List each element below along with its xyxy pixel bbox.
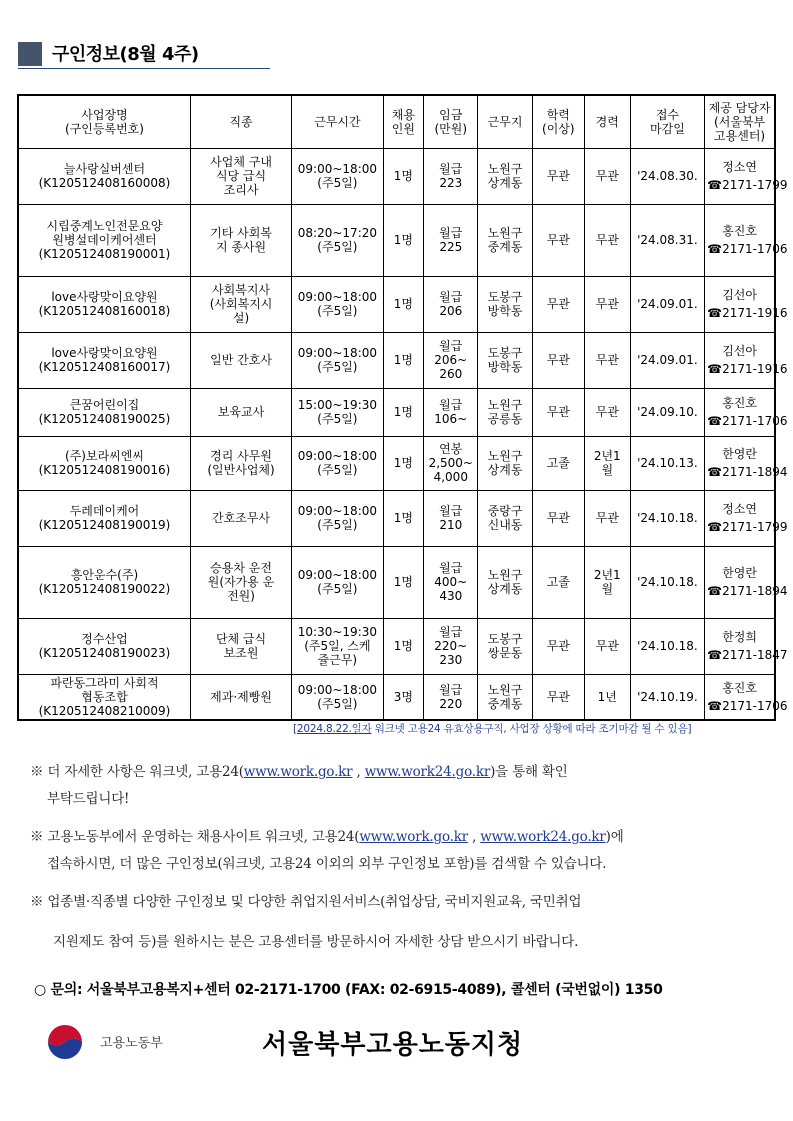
cell-hours: 09:00~18:00 (주5일) [292, 490, 384, 546]
cell-company: 큰꿈어린이집 (K120512408190025) [18, 388, 190, 436]
p2-text-a: ※ 고용노동부에서 운영하는 채용사이트 워크넷, 고용24( [30, 829, 360, 845]
cell-wage: 월급 206~ 260 [424, 332, 478, 388]
cell-place: 도봉구 방학동 [478, 276, 532, 332]
info-paragraph-3-line2: 지원제도 참여 등)를 원하시는 분은 고용센터를 방문하시어 자세한 상담 받으시기 바랍니다. [53, 934, 579, 950]
work24-link-2[interactable]: www.work24.go.kr [480, 829, 606, 845]
cell-deadline: '24.10.18. [630, 490, 705, 546]
cell-hours: 09:00~18:00 (주5일) [292, 436, 384, 490]
cell-count: 3명 [383, 674, 423, 720]
table-row [18, 388, 775, 436]
manager-name: 정소연 [722, 502, 757, 516]
header-hours: 근무시간 [292, 95, 384, 148]
cell-count: 1명 [383, 546, 423, 618]
note-text: 워크넷 고용24 유효상용구직, 사업장 상황에 따라 조기마감 될 수 있음 [371, 723, 688, 735]
cell-count: 1명 [383, 490, 423, 546]
table-row [18, 618, 775, 674]
table-row [18, 436, 775, 490]
header-place: 근무지 [478, 95, 532, 148]
cell-wage: 월급 106~ [424, 388, 478, 436]
cell-edu: 무관 [532, 276, 584, 332]
info-paragraph-1-line2: 부탁드립니다! [47, 791, 130, 807]
info-paragraph-1 [30, 760, 568, 780]
cell-place: 노원구 중계동 [478, 204, 532, 276]
job-table [17, 94, 788, 721]
header-edu: 학력 (이상) [532, 95, 584, 148]
cell-hours: 09:00~18:00 (주5일) [292, 148, 384, 204]
cell-count: 1명 [383, 388, 423, 436]
cell-job: 제과·제빵원 [190, 674, 291, 720]
manager-phone: ☎2171-1894 [707, 584, 788, 598]
cell-edu: 무관 [532, 332, 584, 388]
cell-edu: 고졸 [532, 546, 584, 618]
table-row [18, 276, 775, 332]
manager-name: 한정희 [722, 630, 757, 644]
cell-wage: 월급 210 [424, 490, 478, 546]
agency-name: 서울북부고용노동지청 [262, 1030, 524, 1060]
cell-hours: 08:20~17:20 (주5일) [292, 204, 384, 276]
cell-manager [705, 332, 788, 388]
cell-wage: 월급 206 [424, 276, 478, 332]
manager-phone: ☎2171-1706 [707, 698, 788, 713]
cell-career: 무관 [584, 618, 630, 674]
header-company: 사업장명 (구인등록번호) [18, 95, 190, 148]
manager-name: 정소연 [722, 160, 757, 174]
p1-text-a: ※ 더 자세한 사항은 워크넷, 고용24( [30, 764, 244, 780]
cell-company: 시립중계노인전문요양 원병설데이케어센터 (K120512408190001) [18, 204, 190, 276]
cell-career: 2년1 월 [584, 436, 630, 490]
cell-career: 2년1 월 [584, 546, 630, 618]
info-paragraph-2 [30, 825, 624, 845]
manager-name: 한영란 [722, 566, 757, 580]
cell-company: 정수산업 (K120512408190023) [18, 618, 190, 674]
worknet-link[interactable]: www.work.go.kr [243, 764, 353, 780]
contact-info: ○ 문의: 서울북부고용복지+센터 02-2171-1700 (FAX: 02-6915-4089), 콜센터 (국번없이) 1350 [34, 982, 663, 998]
cell-deadline: '24.10.19. [630, 674, 705, 720]
manager-name: 홍진호 [722, 680, 757, 695]
table-row [18, 148, 775, 204]
cell-career: 무관 [584, 148, 630, 204]
cell-wage: 월급 400~ 430 [424, 546, 478, 618]
table-header-row [18, 95, 775, 148]
cell-place: 노원구 상계동 [478, 148, 532, 204]
cell-wage: 월급 225 [424, 204, 478, 276]
manager-name: 한영란 [722, 447, 757, 461]
table-body [18, 148, 788, 720]
info-paragraph-3: ※ 업종별·직종별 다양한 구인정보 및 다양한 취업지원서비스(취업상담, 국비지원교육, 국민취업 [30, 894, 582, 910]
cell-career: 무관 [584, 490, 630, 546]
cell-place: 노원구 상계동 [478, 546, 532, 618]
manager-phone: ☎2171-1799 [707, 178, 788, 192]
cell-career: 무관 [584, 204, 630, 276]
cell-count: 1명 [383, 436, 423, 490]
cell-place: 노원구 상계동 [478, 436, 532, 490]
cell-place: 노원구 중계동 [478, 674, 532, 720]
cell-hours: 15:00~19:30 (주5일) [292, 388, 384, 436]
manager-phone: ☎2171-1706 [707, 242, 788, 256]
manager-name: 홍진호 [722, 224, 757, 238]
cell-deadline: '24.09.10. [630, 388, 705, 436]
cell-career: 무관 [584, 276, 630, 332]
cell-hours: 09:00~18:00 (주5일) [292, 546, 384, 618]
cell-edu: 고졸 [532, 436, 584, 490]
cell-company: (주)보라씨엔씨 (K120512408190016) [18, 436, 190, 490]
cell-company: love사랑맞이요양원 (K120512408160017) [18, 332, 190, 388]
p1-text-b: )을 통해 확인 [490, 764, 568, 780]
cell-career: 무관 [584, 388, 630, 436]
cell-wage: 월급 220~ 230 [424, 618, 478, 674]
manager-name: 홍진호 [722, 396, 757, 410]
cell-wage: 월급 223 [424, 148, 478, 204]
note-date: 2024.8.22.일자 [296, 723, 372, 735]
cell-deadline: '24.10.18. [630, 618, 705, 674]
cell-place: 노원구 공릉동 [478, 388, 532, 436]
cell-place: 중랑구 신내동 [478, 490, 532, 546]
p2-sep: , [467, 829, 481, 845]
manager-phone: ☎2171-1799 [707, 520, 788, 534]
cell-job: 사회복지사 (사회복지시 설) [190, 276, 291, 332]
cell-count: 1명 [383, 332, 423, 388]
cell-count: 1명 [383, 204, 423, 276]
cell-hours: 09:00~18:00 (주5일) [292, 276, 384, 332]
cell-company: 두레데이케어 (K120512408190019) [18, 490, 190, 546]
cell-deadline: '24.08.31. [630, 204, 705, 276]
cell-manager [705, 436, 788, 490]
cell-hours: 09:00~18:00 (주5일) [292, 332, 384, 388]
cell-career: 무관 [584, 332, 630, 388]
header-career: 경력 [584, 95, 630, 148]
cell-deadline: '24.10.18. [630, 546, 705, 618]
cell-count: 1명 [383, 276, 423, 332]
manager-phone: ☎2171-1894 [707, 465, 788, 479]
work24-link[interactable]: www.work24.go.kr [364, 764, 491, 780]
info-paragraph-2-line2: 접속하시면, 더 많은 구인정보(워크넷, 고용24 이외의 외부 구인정보 포함)를 검색할 수 있습니다. [47, 856, 607, 872]
cell-deadline: '24.09.01. [630, 332, 705, 388]
cell-company: love사랑맞이요양원 (K120512408160018) [18, 276, 190, 332]
cell-place: 도봉구 쌍문동 [478, 618, 532, 674]
cell-manager [705, 490, 788, 546]
cell-company: 흥안운수(주) (K120512408190022) [18, 546, 190, 618]
manager-phone: ☎2171-1847 [707, 648, 788, 662]
cell-manager [705, 388, 788, 436]
cell-edu: 무관 [532, 674, 584, 720]
title-square-icon [18, 42, 42, 66]
cell-wage: 연봉 2,500~ 4,000 [424, 436, 478, 490]
cell-deadline: '24.10.13. [630, 436, 705, 490]
header-deadline: 접수 마감일 [630, 95, 705, 148]
cell-edu: 무관 [532, 618, 584, 674]
cell-deadline: '24.08.30. [630, 148, 705, 204]
table-row [18, 546, 775, 618]
manager-phone: ☎2171-1916 [707, 306, 788, 320]
cell-job: 기타 사회복 지 종사원 [190, 204, 291, 276]
cell-job: 경리 사무원 (일반사업체) [190, 436, 291, 490]
cell-count: 1명 [383, 618, 423, 674]
cell-wage: 월급 220 [424, 674, 478, 720]
table-row [18, 674, 775, 720]
cell-manager [705, 148, 788, 204]
ministry-logo-icon [45, 1023, 91, 1061]
cell-deadline: '24.09.01. [630, 276, 705, 332]
cell-hours: 10:30~19:30 (주5일, 스케 쥴근무) [292, 618, 384, 674]
cell-edu: 무관 [532, 388, 584, 436]
manager-phone: ☎2171-1916 [707, 362, 788, 376]
table-row [18, 204, 775, 276]
cell-hours: 09:00~18:00 (주5일) [292, 674, 384, 720]
header-wage: 임금 (만원) [424, 95, 478, 148]
cell-count: 1명 [383, 148, 423, 204]
page-title: 구인정보(8월 4주) [52, 44, 199, 65]
header-count: 채용 인원 [383, 95, 423, 148]
cell-manager [705, 276, 788, 332]
header-manager: 제공 담당자 (서울북부 고용센터) [705, 95, 775, 148]
header-job: 직종 [190, 95, 291, 148]
cell-job: 단체 급식 보조원 [190, 618, 291, 674]
table-note: [2024.8.22.일자 워크넷 고용24 유효상용구직, 사업장 상황에 따라 조기마감 될 수 있음] [293, 723, 692, 735]
worknet-link-2[interactable]: www.work.go.kr [359, 829, 468, 845]
title-bar [18, 38, 270, 69]
cell-edu: 무관 [532, 490, 584, 546]
table-row [18, 332, 775, 388]
ministry-name: 고용노동부 [100, 1036, 163, 1051]
cell-manager [705, 618, 788, 674]
cell-place: 도봉구 방학동 [478, 332, 532, 388]
cell-edu: 무관 [532, 204, 584, 276]
cell-company: 늘사랑실버센터 (K120512408160008) [18, 148, 190, 204]
cell-job: 보육교사 [190, 388, 291, 436]
cell-manager [705, 204, 788, 276]
manager-name: 김선아 [722, 344, 757, 358]
cell-manager [705, 674, 788, 720]
cell-job: 승용차 운전 원(자가용 운 전원) [190, 546, 291, 618]
p2-text-b: )에 [605, 829, 624, 845]
cell-job: 일반 간호사 [190, 332, 291, 388]
cell-edu: 무관 [532, 148, 584, 204]
cell-manager [705, 546, 788, 618]
cell-company: 파란동그라미 사회적 협동조합 (K120512408210009) [18, 674, 190, 720]
manager-name: 김선아 [722, 288, 757, 302]
cell-career: 1년 [584, 674, 630, 720]
cell-job: 간호조무사 [190, 490, 291, 546]
cell-job: 사업체 구내 식당 급식 조리사 [190, 148, 291, 204]
p1-sep: , [352, 764, 365, 780]
table-row [18, 490, 775, 546]
manager-phone: ☎2171-1706 [707, 414, 788, 428]
